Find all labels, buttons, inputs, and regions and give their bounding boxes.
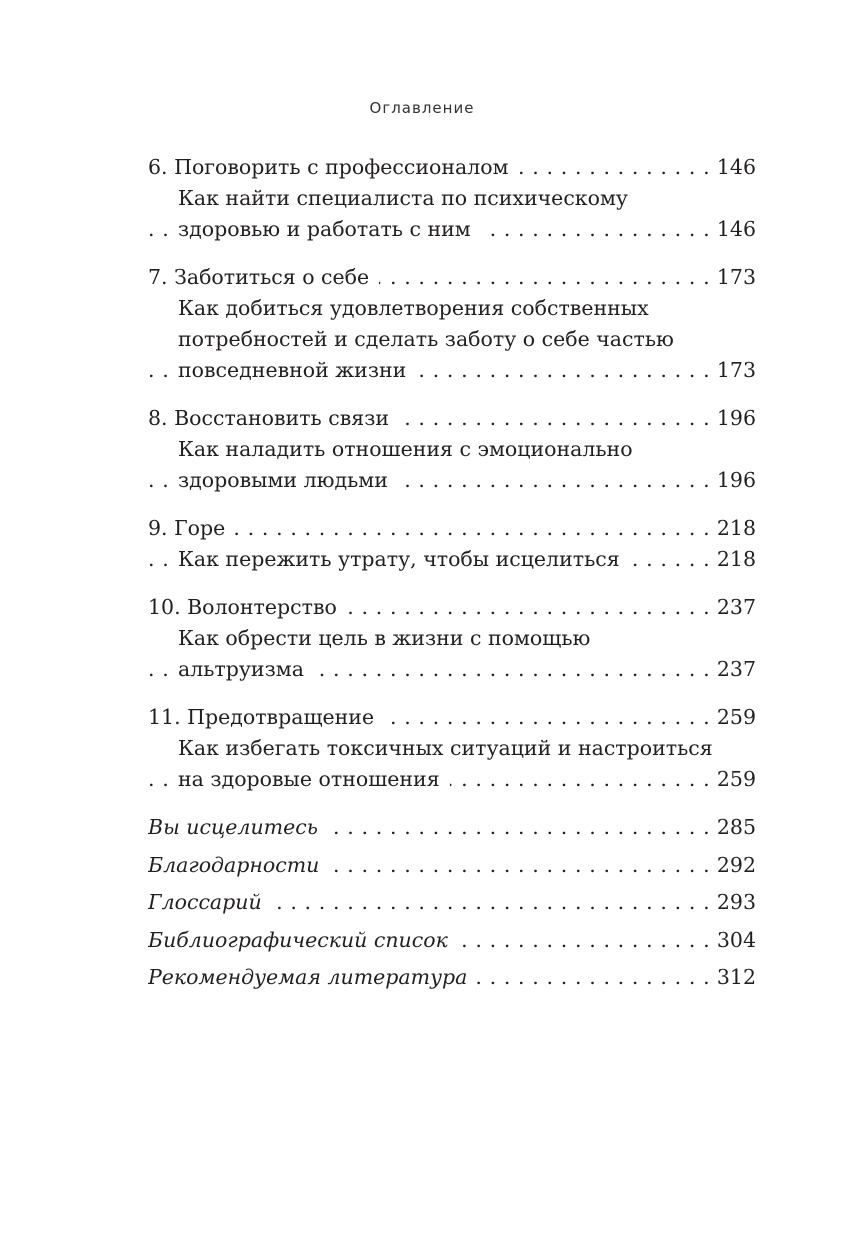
toc-entry-title: 7. Заботиться о себе (148, 265, 379, 289)
toc-entry-title: 6. Поговорить с профессионалом (148, 155, 519, 179)
toc-subentry-text: потребностей и сделать заботу о себе частью (178, 327, 684, 351)
toc-entry[interactable] (148, 592, 756, 623)
toc-subentry-text: на здоровые отношения (178, 767, 450, 791)
toc-subentry-page: 173 (711, 355, 756, 386)
table-of-contents (148, 152, 756, 1000)
toc-subentry-text: здоровью и работать с ним (178, 217, 481, 241)
toc-chapter-10 (148, 592, 756, 685)
toc-subentry-line (148, 733, 756, 764)
toc-chapter-7 (148, 262, 756, 386)
toc-entry-title: 10. Волонтерство (148, 595, 347, 619)
toc-back-entry[interactable] (148, 812, 756, 843)
toc-entry-page: 173 (711, 262, 756, 293)
toc-subentry-text: здоровыми людьми (178, 468, 398, 492)
toc-subentry-line (148, 623, 756, 654)
toc-subentry-line (148, 324, 756, 355)
toc-entry-page: 146 (711, 152, 756, 183)
toc-subentry-text: Как избегать токсичных ситуаций и настроиться (178, 736, 723, 760)
toc-subentry-page: 259 (711, 764, 756, 795)
toc-subentry-text: повседневной жизни (178, 358, 416, 382)
toc-entry-page: 259 (711, 702, 756, 733)
toc-back-entry-title: Библиографический список (148, 928, 458, 952)
toc-back-matter (148, 812, 756, 993)
toc-subentry-line[interactable] (148, 465, 756, 496)
toc-subentry-line[interactable] (148, 764, 756, 795)
toc-back-entry-page: 293 (711, 887, 756, 918)
toc-back-entry[interactable] (148, 850, 756, 881)
toc-subentry-text: альтруизма (178, 657, 314, 681)
toc-back-entry[interactable] (148, 887, 756, 918)
toc-entry-title: 11. Предотвращение (148, 705, 384, 729)
toc-subentry-text: Как найти специалиста по психическому (178, 186, 638, 210)
toc-subentry-page: 218 (711, 544, 756, 575)
toc-subentry-line[interactable] (148, 544, 756, 575)
toc-back-entry-page: 285 (711, 812, 756, 843)
toc-subentry-text: Как наладить отношения с эмоционально (178, 437, 643, 461)
page-header: Оглавление (369, 99, 475, 117)
toc-entry[interactable] (148, 403, 756, 434)
toc-back-entry-title: Глоссарий (148, 890, 272, 914)
toc-subentry-page: 146 (711, 214, 756, 245)
toc-subentry-page: 196 (711, 465, 756, 496)
toc-subentry-line (148, 293, 756, 324)
toc-back-entry-title: Рекомендуемая литература (148, 965, 477, 989)
toc-chapter-9 (148, 513, 756, 575)
toc-subentry-text: Как добиться удовлетворения собственных (178, 296, 659, 320)
toc-back-entry-title: Вы исцелитесь (148, 815, 328, 839)
toc-entry[interactable] (148, 262, 756, 293)
toc-subentry-line[interactable] (148, 654, 756, 685)
toc-back-entry[interactable] (148, 962, 756, 993)
toc-subentry-line[interactable] (148, 214, 756, 245)
toc-entry[interactable] (148, 702, 756, 733)
toc-chapter-11 (148, 702, 756, 795)
toc-back-entry-page: 312 (711, 962, 756, 993)
toc-subentry-text: Как обрести цель в жизни с помощью (178, 626, 600, 650)
toc-entry[interactable] (148, 152, 756, 183)
toc-back-entry-page: 304 (711, 925, 756, 956)
toc-entry-title: 8. Восстановить связи (148, 406, 399, 430)
toc-subentry-line[interactable] (148, 355, 756, 386)
toc-entry-title: 9. Горе (148, 516, 235, 540)
toc-back-entry[interactable] (148, 925, 756, 956)
toc-entry-page: 237 (711, 592, 756, 623)
toc-chapter-8 (148, 403, 756, 496)
toc-subentry-page: 237 (711, 654, 756, 685)
toc-entry-page: 218 (711, 513, 756, 544)
toc-chapter-6 (148, 152, 756, 245)
toc-entry-page: 196 (711, 403, 756, 434)
toc-subentry-line (148, 183, 756, 214)
toc-subentry-line (148, 434, 756, 465)
toc-back-entry-title: Благодарности (148, 853, 329, 877)
toc-entry[interactable] (148, 513, 756, 544)
toc-subentry-text: Как пережить утрату, чтобы исцелиться (178, 547, 630, 571)
toc-back-entry-page: 292 (711, 850, 756, 881)
